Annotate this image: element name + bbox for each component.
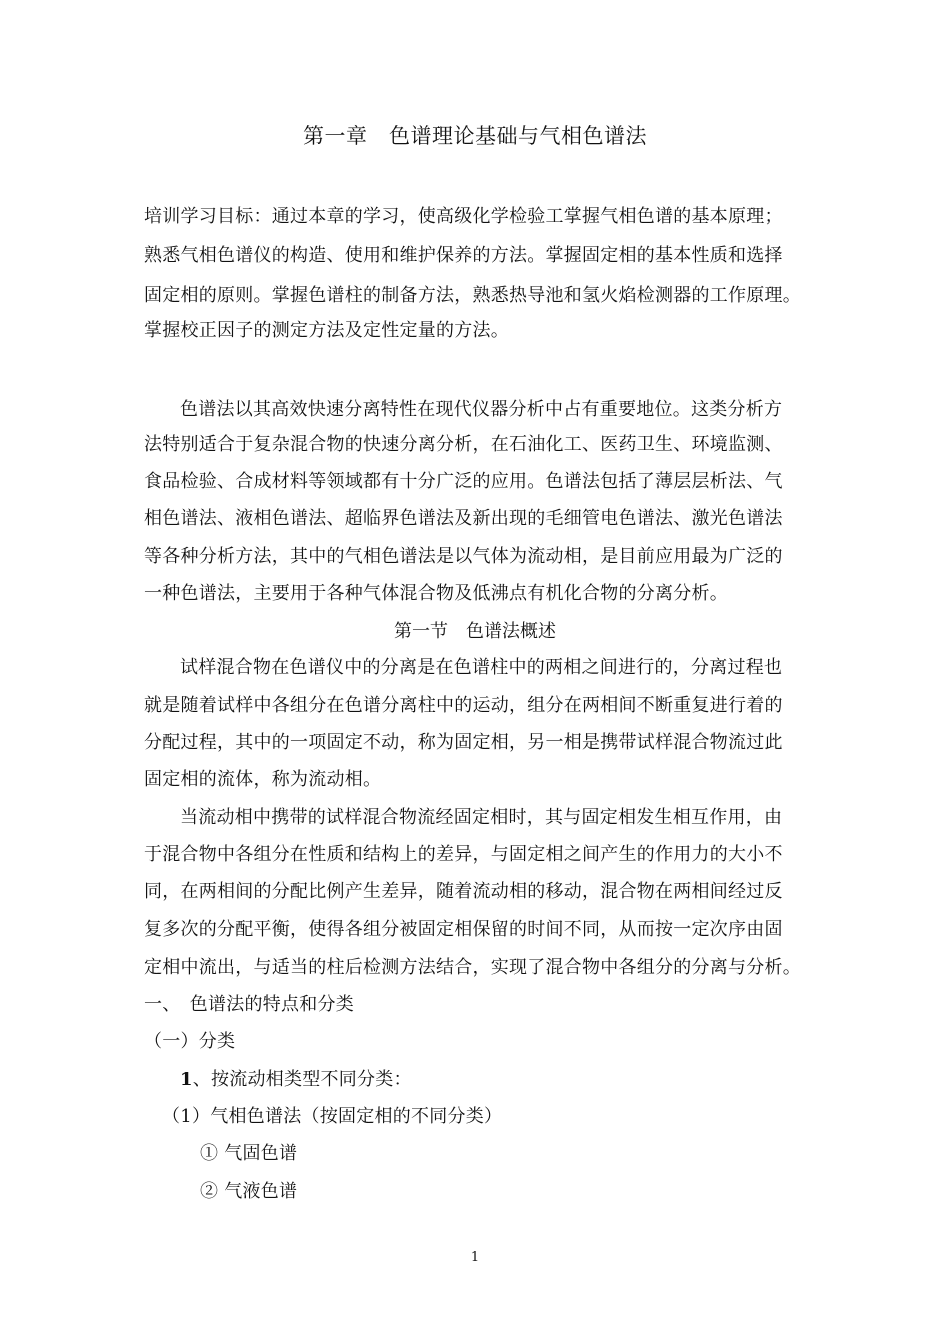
list-item: ① 气固色谱 [200,1143,298,1164]
section-title: 第一节 色谱法概述 [394,621,556,642]
heading-number: 1 [180,1069,193,1090]
objectives-line: 掌握校正因子的测定方法及定性定量的方法。 [144,320,509,341]
chapter-title: 第一章 色谱理论基础与气相色谱法 [303,124,647,148]
list-item: ② 气液色谱 [200,1181,298,1202]
objectives-line: 熟悉气相色谱仪的构造、使用和维护保养的方法。掌握固定相的基本性质和选择 [144,245,783,266]
objectives-line: 培训学习目标：通过本章的学习，使高级化学检验工掌握气相色谱的基本原理； [144,206,783,227]
paragraph-line: 复多次的分配平衡，使得各组分被固定相保留的时间不同，从而按一定次序由固 [144,919,783,940]
paragraph-line: 当流动相中携带的试样混合物流经固定相时，其与固定相发生相互作用，由 [180,807,783,828]
paragraph-line: 固定相的流体，称为流动相。 [144,769,382,790]
paragraph-line: 就是随着试样中各组分在色谱分离柱中的运动，组分在两相间不断重复进行着的 [144,695,783,716]
paragraph-line: 同，在两相间的分配比例产生差异，随着流动相的移动，混合物在两相间经过反 [144,881,783,902]
paragraph-line: 分配过程，其中的一项固定不动，称为固定相，另一相是携带试样混合物流过此 [144,732,783,753]
heading-level-2: （一）分类 [144,1031,236,1052]
paragraph-line: 试样混合物在色谱仪中的分离是在色谱柱中的两相之间进行的，分离过程也 [180,657,783,678]
intro-line: 色谱法以其高效快速分离特性在现代仪器分析中占有重要地位。这类分析方 [180,399,783,420]
intro-line: 法特别适合于复杂混合物的快速分离分析，在石油化工、医药卫生、环境监测、 [144,434,783,455]
intro-line: 相色谱法、液相色谱法、超临界色谱法及新出现的毛细管电色谱法、激光色谱法 [144,508,783,529]
objectives-line: 固定相的原则。掌握色谱柱的制备方法，熟悉热导池和氢火焰检测器的工作原理。 [144,285,801,306]
paragraph-line: 定相中流出，与适当的柱后检测方法结合，实现了混合物中各组分的分离与分析。 [144,957,801,978]
intro-line: 等各种分析方法，其中的气相色谱法是以气体为流动相，是目前应用最为广泛的 [144,546,783,567]
heading-text: 、按流动相类型不同分类： [192,1069,412,1090]
heading-level-4: （1）气相色谱法（按固定相的不同分类） [162,1106,503,1127]
heading-level-1: 一、 色谱法的特点和分类 [144,994,354,1015]
page-number: 1 [470,1250,480,1265]
paragraph-line: 于混合物中各组分在性质和结构上的差异，与固定相之间产生的作用力的大小不 [144,844,783,865]
intro-line: 一种色谱法，主要用于各种气体混合物及低沸点有机化合物的分离分析。 [144,583,728,604]
heading-level-3 [180,1068,808,1092]
intro-line: 食品检验、合成材料等领域都有十分广泛的应用。色谱法包括了薄层层析法、气 [144,471,783,492]
